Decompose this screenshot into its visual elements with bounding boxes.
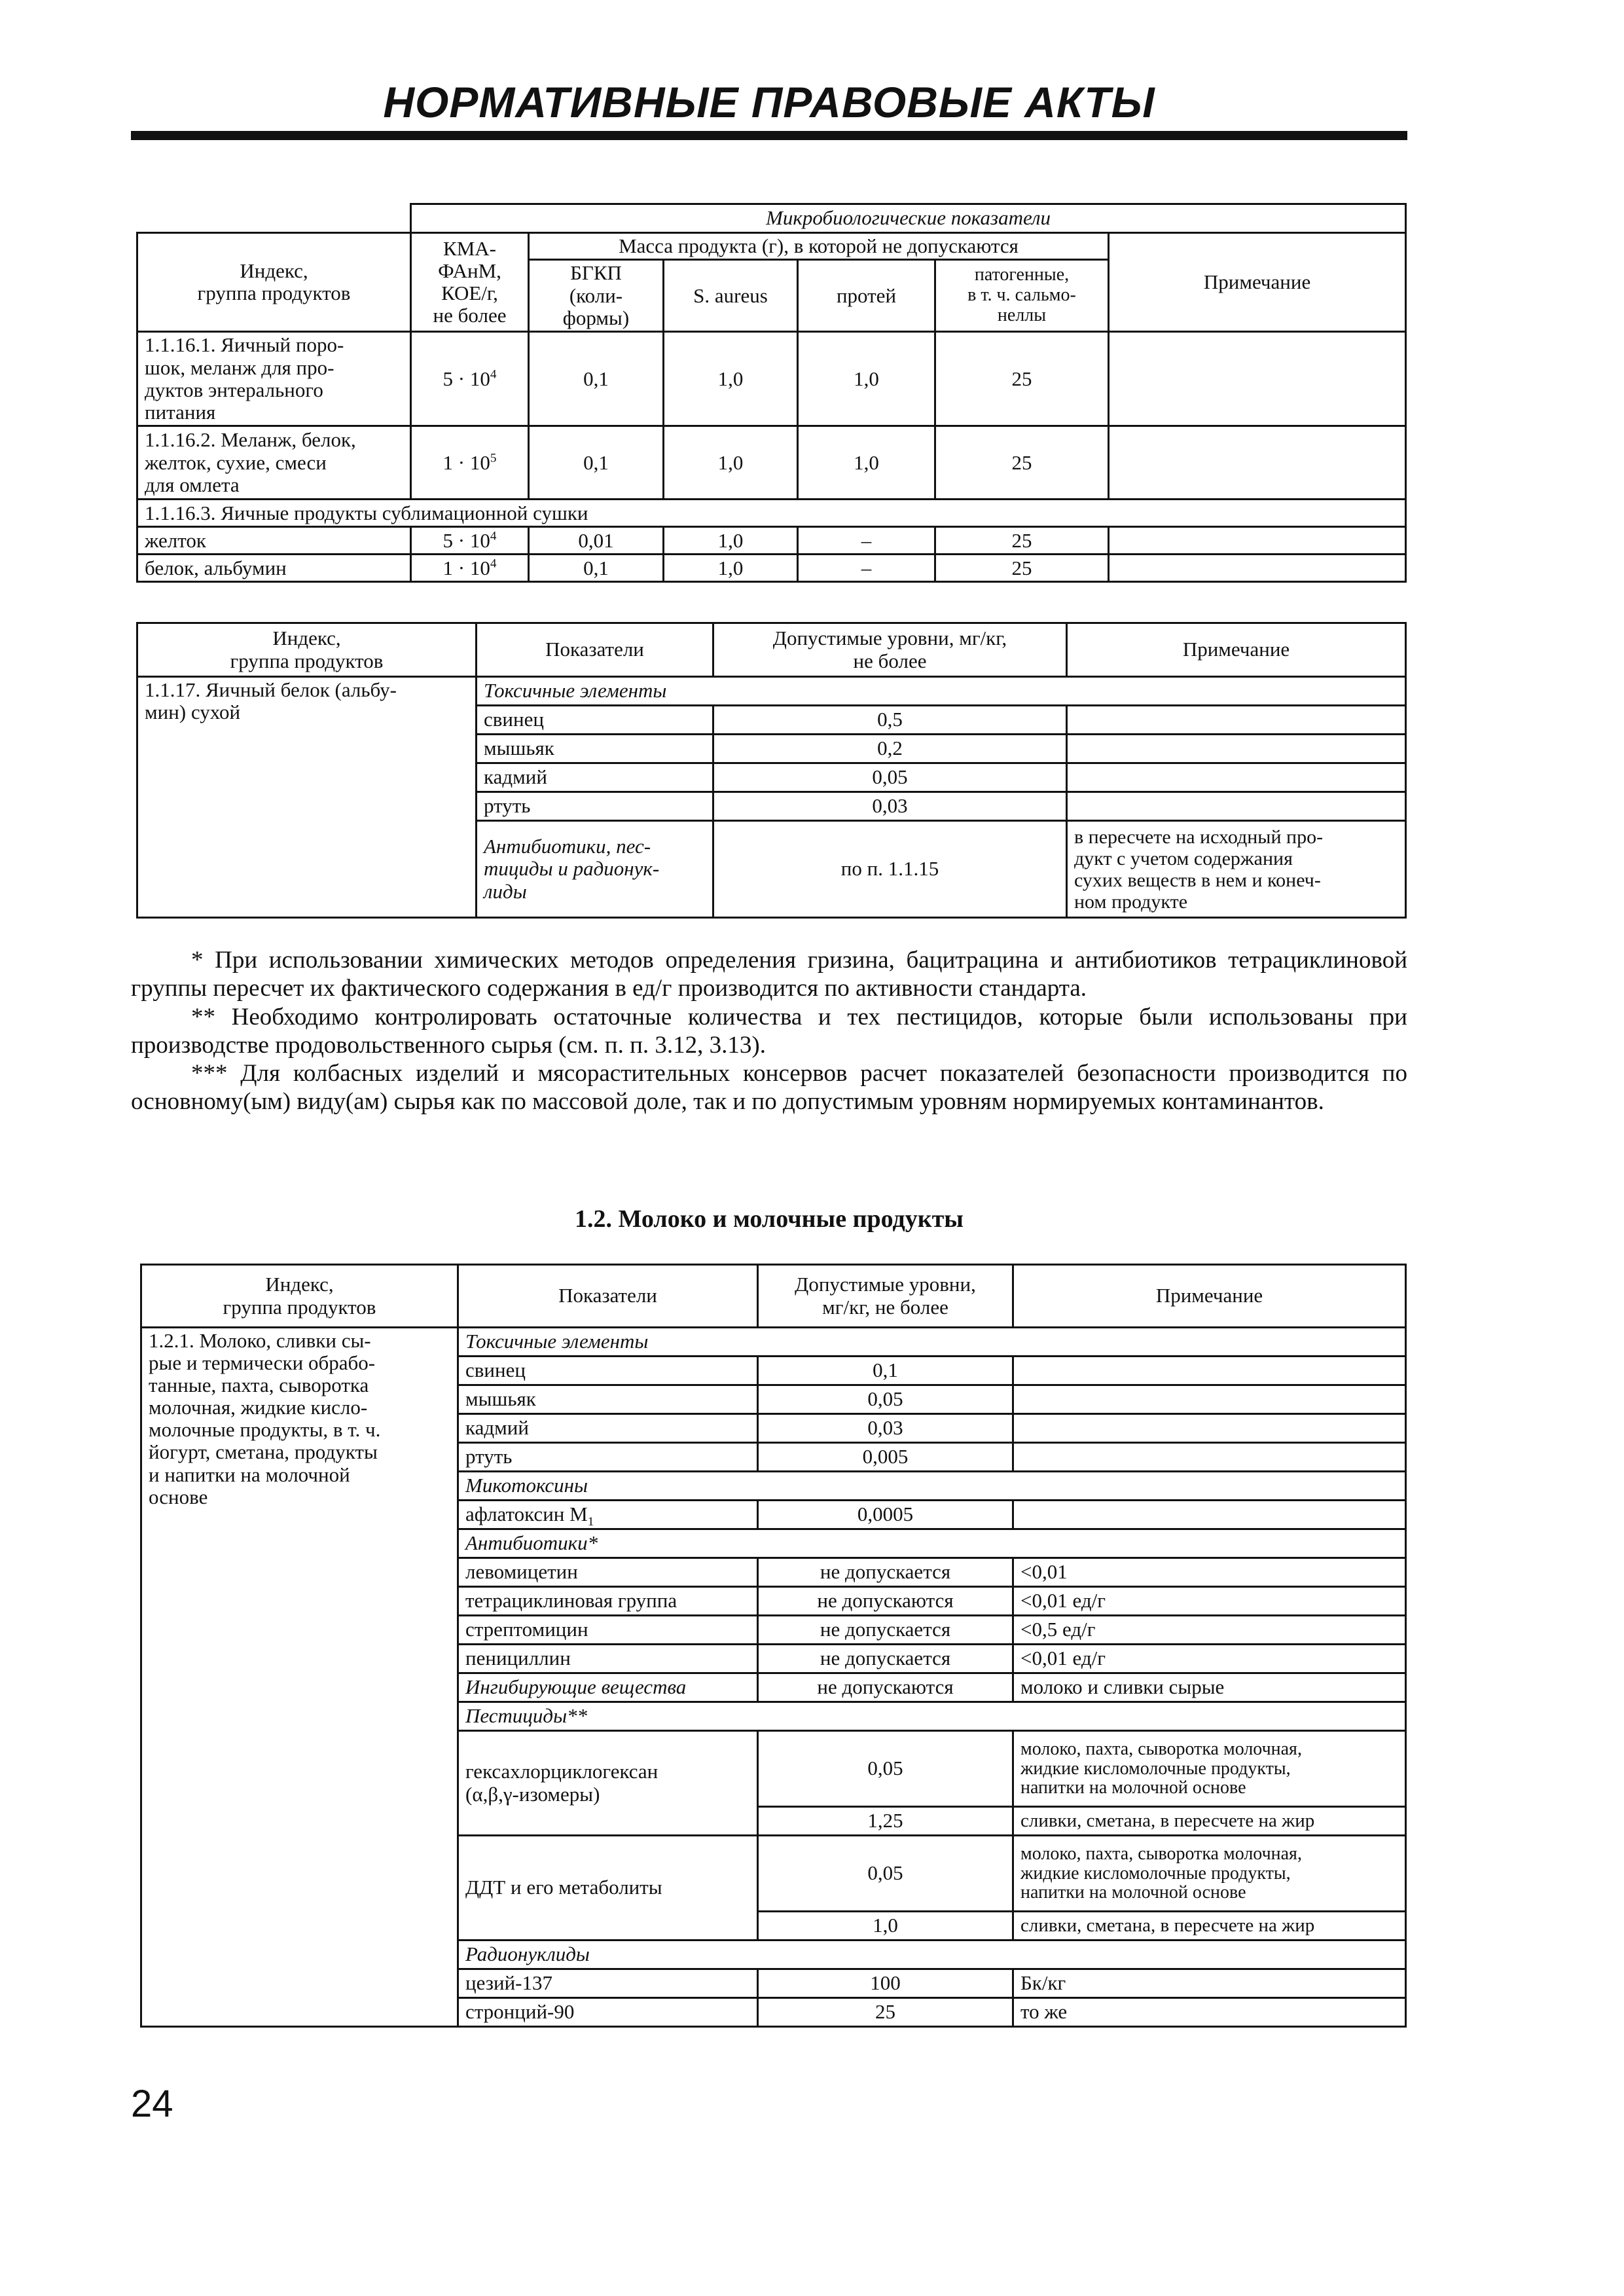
indicator-value: 0,0005 xyxy=(758,1501,1013,1529)
indicator-value: 0,5 xyxy=(713,706,1067,735)
table1-col-mass: Масса продукта (г), в которой не допускаются xyxy=(529,233,1109,260)
indicator-name: стронций-90 xyxy=(458,1998,758,2027)
indicator-value: 0,2 xyxy=(713,735,1067,763)
indicator-name: ртуть xyxy=(477,792,713,821)
kma-value: $5 \cdot 10^4$ xyxy=(411,332,529,426)
table1-group-title: Микробиологические показатели xyxy=(411,204,1406,233)
indicator-value: 25 xyxy=(758,1998,1013,2027)
indicator-name: мышьяк xyxy=(477,735,713,763)
pathogenic-value: 25 xyxy=(935,332,1109,426)
note-cell: <0,01 xyxy=(1013,1558,1406,1587)
saureus-value: 1,0 xyxy=(664,555,798,582)
table3-section-antibiotics: Антибиотики* xyxy=(458,1529,1406,1558)
indicator-name: афлатоксин $M_1$ xyxy=(458,1501,758,1529)
indicator-value: не допускается xyxy=(758,1616,1013,1645)
indicator-name: мышьяк xyxy=(458,1385,758,1414)
note-cell xyxy=(1013,1385,1406,1414)
table1-col-saureus: S. aureus xyxy=(664,260,798,332)
antibiotics-note: в пересчете на исходный про- дукт с учетом содержания сухих веществ в нем и конеч- ном продукте xyxy=(1067,821,1406,918)
saureus-value: 1,0 xyxy=(664,332,798,426)
header-rule xyxy=(131,131,1407,140)
protei-value: – xyxy=(798,555,935,582)
table3-index-cell: 1.2.1. Молоко, сливки сы- рые и термически обрабо- танные, пахта, сыворотка молочная, жидкие кисло- молочные продукты, в т. ч. йогурт, сметана, продукты и напитки на молочной основе xyxy=(141,1328,458,2027)
indicator-value: 0,05 xyxy=(758,1836,1013,1912)
note-cell: молоко и сливки сырые xyxy=(1013,1673,1406,1702)
table1-col-pathogenic: патогенные, в т. ч. сальмо- неллы xyxy=(935,260,1109,332)
table-row xyxy=(137,527,1406,555)
indicator-name: гексахлорциклогексан (α,β,γ-изомеры) xyxy=(458,1731,758,1836)
note-cell: <0,01 ед/г xyxy=(1013,1645,1406,1673)
antibiotics-value: по п. 1.1.15 xyxy=(713,821,1067,918)
note-cell: то же xyxy=(1013,1998,1406,2027)
pathogenic-value: 25 xyxy=(935,527,1109,555)
antibiotics-label: Антибиотики, пес- тициды и радионук- лиды xyxy=(477,821,713,918)
table2-col-indicators: Показатели xyxy=(477,623,713,677)
table1-col-kmafanm: КМА- ФАнМ, КОЕ/г, не более xyxy=(411,233,529,332)
indicator-value: не допускаются xyxy=(758,1673,1013,1702)
note-cell xyxy=(1067,792,1406,821)
indicator-value: не допускается xyxy=(758,1558,1013,1587)
table3-col-indicators: Показатели xyxy=(458,1265,758,1328)
table2-section-toxic: Токсичные элементы xyxy=(477,677,1406,706)
indicator-value: 0,03 xyxy=(713,792,1067,821)
indicator-name: ртуть xyxy=(458,1443,758,1472)
kma-value: $5 \cdot 10^4$ xyxy=(411,527,529,555)
note-cell: сливки, сметана, в пересчете на жир xyxy=(1013,1912,1406,1941)
indicator-value: не допускаются xyxy=(758,1587,1013,1616)
note-cell: <0,5 ед/г xyxy=(1013,1616,1406,1645)
footnote: *** Для колбасных изделий и мясорастительных консервов расчет показателей безопасности производится по основному(ым) виду(ам) сырья как по массовой доле, так и по допустимым уровням нормируемых контаминантов. xyxy=(131,1060,1407,1116)
protei-value: 1,0 xyxy=(798,332,935,426)
table2-col-levels: Допустимые уровни, мг/кг, не более xyxy=(713,623,1067,677)
table3-section-myco: Микотоксины xyxy=(458,1472,1406,1501)
running-title: НОРМАТИВНЫЕ ПРАВОВЫЕ АКТЫ xyxy=(383,78,1155,126)
bgkp-value: 0,01 xyxy=(529,527,664,555)
table1-subheading: 1.1.16.3. Яичные продукты сублимационной сушки xyxy=(137,500,1406,527)
indicator-value: 0,03 xyxy=(758,1414,1013,1443)
bgkp-value: 0,1 xyxy=(529,426,664,500)
indicator-value: 0,05 xyxy=(713,763,1067,792)
table2-col-index: Индекс, группа продуктов xyxy=(137,623,477,677)
protei-value: – xyxy=(798,527,935,555)
note-cell xyxy=(1067,706,1406,735)
note-cell: <0,01 ед/г xyxy=(1013,1587,1406,1616)
pathogenic-value: 25 xyxy=(935,426,1109,500)
kma-value: $1 \cdot 10^4$ xyxy=(411,555,529,582)
table3-section-radionuclides: Радионуклиды xyxy=(458,1941,1406,1969)
note-cell xyxy=(1067,763,1406,792)
indicator-value: 1,0 xyxy=(758,1912,1013,1941)
table2-col-note: Примечание xyxy=(1067,623,1406,677)
kma-value: $1 \cdot 10^5$ xyxy=(411,426,529,500)
indicator-name: свинец xyxy=(477,706,713,735)
table3-section-toxic: Токсичные элементы xyxy=(458,1328,1406,1357)
table2-index-cell: 1.1.17. Яичный белок (альбу- мин) сухой xyxy=(137,677,477,918)
note-cell xyxy=(1109,426,1406,500)
egg-white-table xyxy=(136,622,1407,919)
note-cell: молоко, пахта, сыворотка молочная, жидкие кисломолочные продукты, напитки на молочной основе xyxy=(1013,1731,1406,1807)
row-index: 1.1.16.2. Меланж, белок, желток, сухие, смеси для омлета xyxy=(137,426,411,500)
dairy-table xyxy=(140,1264,1407,2028)
table-row xyxy=(137,332,1406,426)
table3-col-index: Индекс, группа продуктов xyxy=(141,1265,458,1328)
indicator-value: 100 xyxy=(758,1969,1013,1998)
table1-col-bgkp: БГКП (коли- формы) xyxy=(529,260,664,332)
row-index: 1.1.16.1. Яичный поро- шок, меланж для про- дуктов энтерального питания xyxy=(137,332,411,426)
section-title: 1.2. Молоко и молочные продукты xyxy=(575,1205,964,1233)
note-cell xyxy=(1067,735,1406,763)
bgkp-value: 0,1 xyxy=(529,332,664,426)
footnote: * При использовании химических методов определения гризина, бацитрацина и антибиотиков тетрациклиновой группы пересчет их фактического содержания в ед/г производится по активности стандарта. xyxy=(131,947,1407,1002)
note-cell xyxy=(1013,1414,1406,1443)
indicator-value: 0,005 xyxy=(758,1443,1013,1472)
note-cell xyxy=(1013,1501,1406,1529)
note-cell: молоко, пахта, сыворотка молочная, жидкие кисломолочные продукты, напитки на молочной основе xyxy=(1013,1836,1406,1912)
row-index: желток xyxy=(137,527,411,555)
indicator-value: 1,25 xyxy=(758,1807,1013,1836)
table3-col-note: Примечание xyxy=(1013,1265,1406,1328)
note-cell xyxy=(1109,332,1406,426)
table3-col-levels: Допустимые уровни, мг/кг, не более xyxy=(758,1265,1013,1328)
indicator-name: кадмий xyxy=(477,763,713,792)
indicator-name: ДДТ и его метаболиты xyxy=(458,1836,758,1941)
note-cell xyxy=(1013,1443,1406,1472)
indicator-value: 0,05 xyxy=(758,1731,1013,1807)
footnote: ** Необходимо контролировать остаточные количества и тех пестицидов, которые были использованы при производстве продовольственного сырья (см. п. п. 3.12, 3.13). xyxy=(131,1003,1407,1059)
note-cell: Бк/кг xyxy=(1013,1969,1406,1998)
table1-col-note: Примечание xyxy=(1109,233,1406,332)
table-row xyxy=(137,426,1406,500)
indicator-value: не допускается xyxy=(758,1645,1013,1673)
indicator-name: тетрациклиновая группа xyxy=(458,1587,758,1616)
note-cell xyxy=(1013,1357,1406,1385)
indicator-value: 0,05 xyxy=(758,1385,1013,1414)
indicator-name: свинец xyxy=(458,1357,758,1385)
note-cell: сливки, сметана, в пересчете на жир xyxy=(1013,1807,1406,1836)
indicator-name: левомицетин xyxy=(458,1558,758,1587)
bgkp-value: 0,1 xyxy=(529,555,664,582)
protei-value: 1,0 xyxy=(798,426,935,500)
table1-col-index: Индекс, группа продуктов xyxy=(137,233,411,332)
table-row xyxy=(137,555,1406,582)
indicator-name: стрептомицин xyxy=(458,1616,758,1645)
note-cell xyxy=(1109,555,1406,582)
indicator-name: пенициллин xyxy=(458,1645,758,1673)
table3-section-pesticides: Пестициды** xyxy=(458,1702,1406,1731)
inhibitors-name: Ингибирующие вещества xyxy=(458,1673,758,1702)
saureus-value: 1,0 xyxy=(664,426,798,500)
saureus-value: 1,0 xyxy=(664,527,798,555)
note-cell xyxy=(1109,527,1406,555)
indicator-value: 0,1 xyxy=(758,1357,1013,1385)
table1-col-protei: протей xyxy=(798,260,935,332)
page-number: 24 xyxy=(131,2083,173,2125)
microbiology-table xyxy=(136,203,1407,583)
footnotes xyxy=(131,946,1407,1116)
pathogenic-value: 25 xyxy=(935,555,1109,582)
row-index: белок, альбумин xyxy=(137,555,411,582)
indicator-name: цезий-137 xyxy=(458,1969,758,1998)
indicator-name: кадмий xyxy=(458,1414,758,1443)
